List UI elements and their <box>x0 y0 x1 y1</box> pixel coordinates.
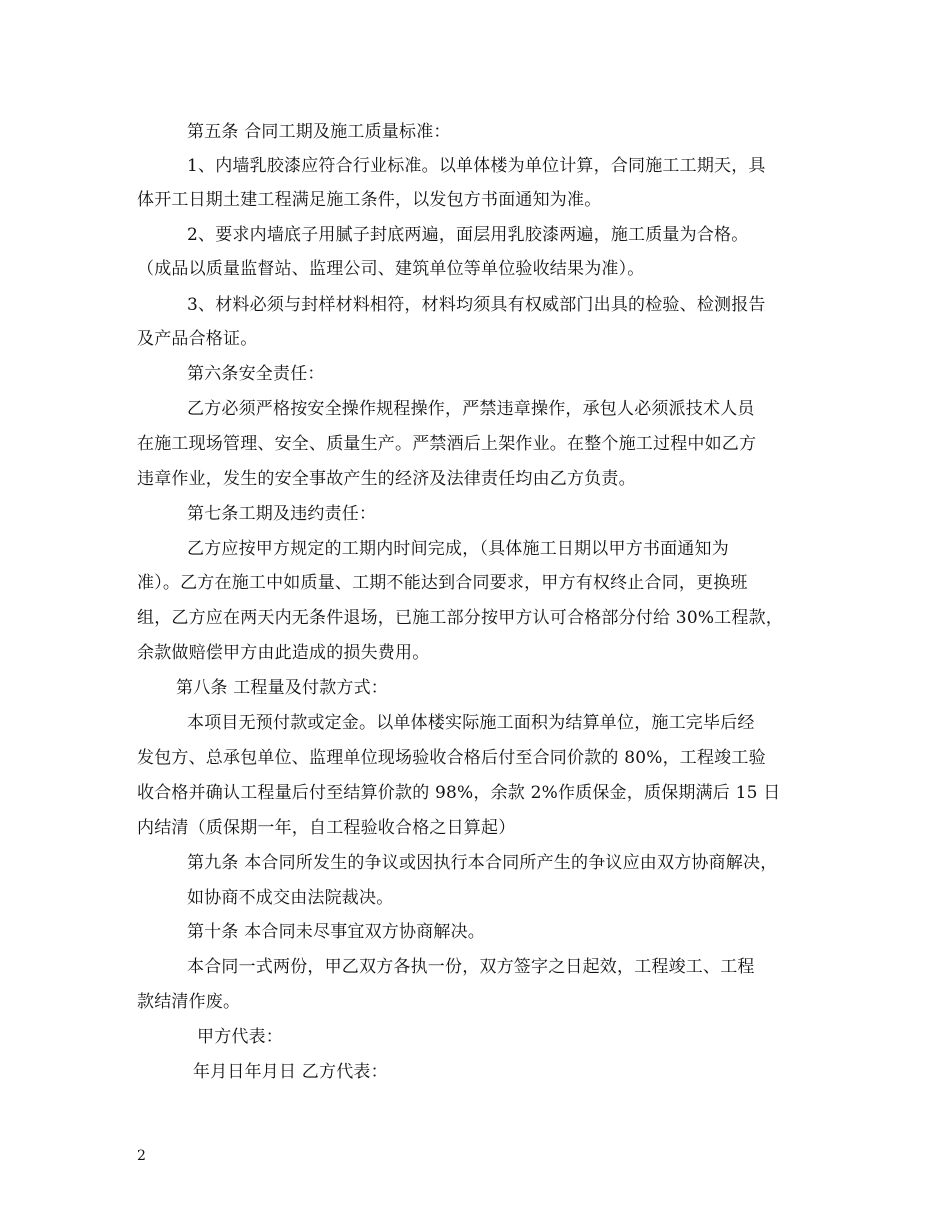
article-6-line-3: 违章作业，发生的安全事故产生的经济及法律责任均由乙方负责。 <box>137 469 636 489</box>
article-8-heading: 第八条 工程量及付款方式： <box>176 678 389 698</box>
page-number: 2 <box>137 1148 146 1164</box>
article-5-item-3-line-2: 及产品合格证。 <box>137 329 258 349</box>
article-7-line-4: 余款做赔偿甲方由此造成的损失费用。 <box>137 643 430 663</box>
article-5-item-1-line-2: 体开工日期土建工程满足施工条件，以发包方书面通知为准。 <box>137 190 602 210</box>
article-6-line-1: 乙方必须严格按安全操作规程操作，严禁违章操作，承包人必须派技术人员 <box>187 399 755 419</box>
signature-date-line: 年月日年月日 乙方代表： <box>193 1062 388 1082</box>
article-7-line-3: 组，乙方应在两天内无条件退场，已施工部分按甲方认可合格部分付给 30%工程款， <box>137 608 783 628</box>
article-8-line-3: 收合格并确认工程量后付至结算价款的 98%，余款 2%作质保金，质保期满后 15 日 <box>137 783 781 803</box>
article-10-line: 第十条 本合同未尽事宜双方协商解决。 <box>187 922 486 942</box>
copies-clause-line-1: 本合同一式两份，甲乙双方各执一份，双方签字之日起效，工程竣工、工程 <box>187 957 755 977</box>
article-7-line-2: 准）。乙方在施工中如质量、工期不能达到合同要求，甲方有权终止合同，更换班 <box>137 573 748 593</box>
article-9-line-1: 第九条 本合同所发生的争议或因执行本合同所产生的争议应由双方协商解决， <box>187 853 778 873</box>
article-5-item-2-line-2: （成品以质量监督站、监理公司、建筑单位等单位验收结果为准）。 <box>137 259 645 279</box>
article-6-line-2: 在施工现场管理、安全、质量生产。严禁酒后上架作业。在整个施工过程中如乙方 <box>137 434 757 454</box>
copies-clause-line-2: 款结清作废。 <box>137 992 241 1012</box>
article-6-heading: 第六条安全责任： <box>187 364 325 384</box>
article-5-heading: 第五条 合同工期及施工质量标准： <box>187 122 451 142</box>
article-5-item-1-line-1: 1、内墙乳胶漆应符合行业标准。以单体楼为单位计算，合同施工工期天，具 <box>187 156 766 176</box>
article-7-heading: 第七条工期及违约责任： <box>187 504 377 524</box>
article-5-item-2-line-1: 2、要求内墙底子用腻子封底两遍，面层用乳胶漆两遍，施工质量为合格。 <box>187 225 749 245</box>
article-7-line-1: 乙方应按甲方规定的工期内时间完成，（具体施工日期以甲方书面通知为 <box>187 539 729 559</box>
party-a-representative: 甲方代表： <box>197 1027 283 1047</box>
article-8-line-1: 本项目无预付款或定金。以单体楼实际施工面积为结算单位，施工完毕后经 <box>187 713 755 733</box>
article-8-line-4: 内结清（质保期一年，自工程验收合格之日算起） <box>137 818 516 838</box>
article-9-line-2: 如协商不成交由法院裁决。 <box>187 888 394 908</box>
article-8-line-2: 发包方、总承包单位、监理单位现场验收合格后付至合同价款的 80%，工程竣工验 <box>137 748 766 768</box>
article-5-item-3-line-1: 3、材料必须与封样材料相符，材料均须具有权威部门出具的检验、检测报告 <box>187 295 766 315</box>
